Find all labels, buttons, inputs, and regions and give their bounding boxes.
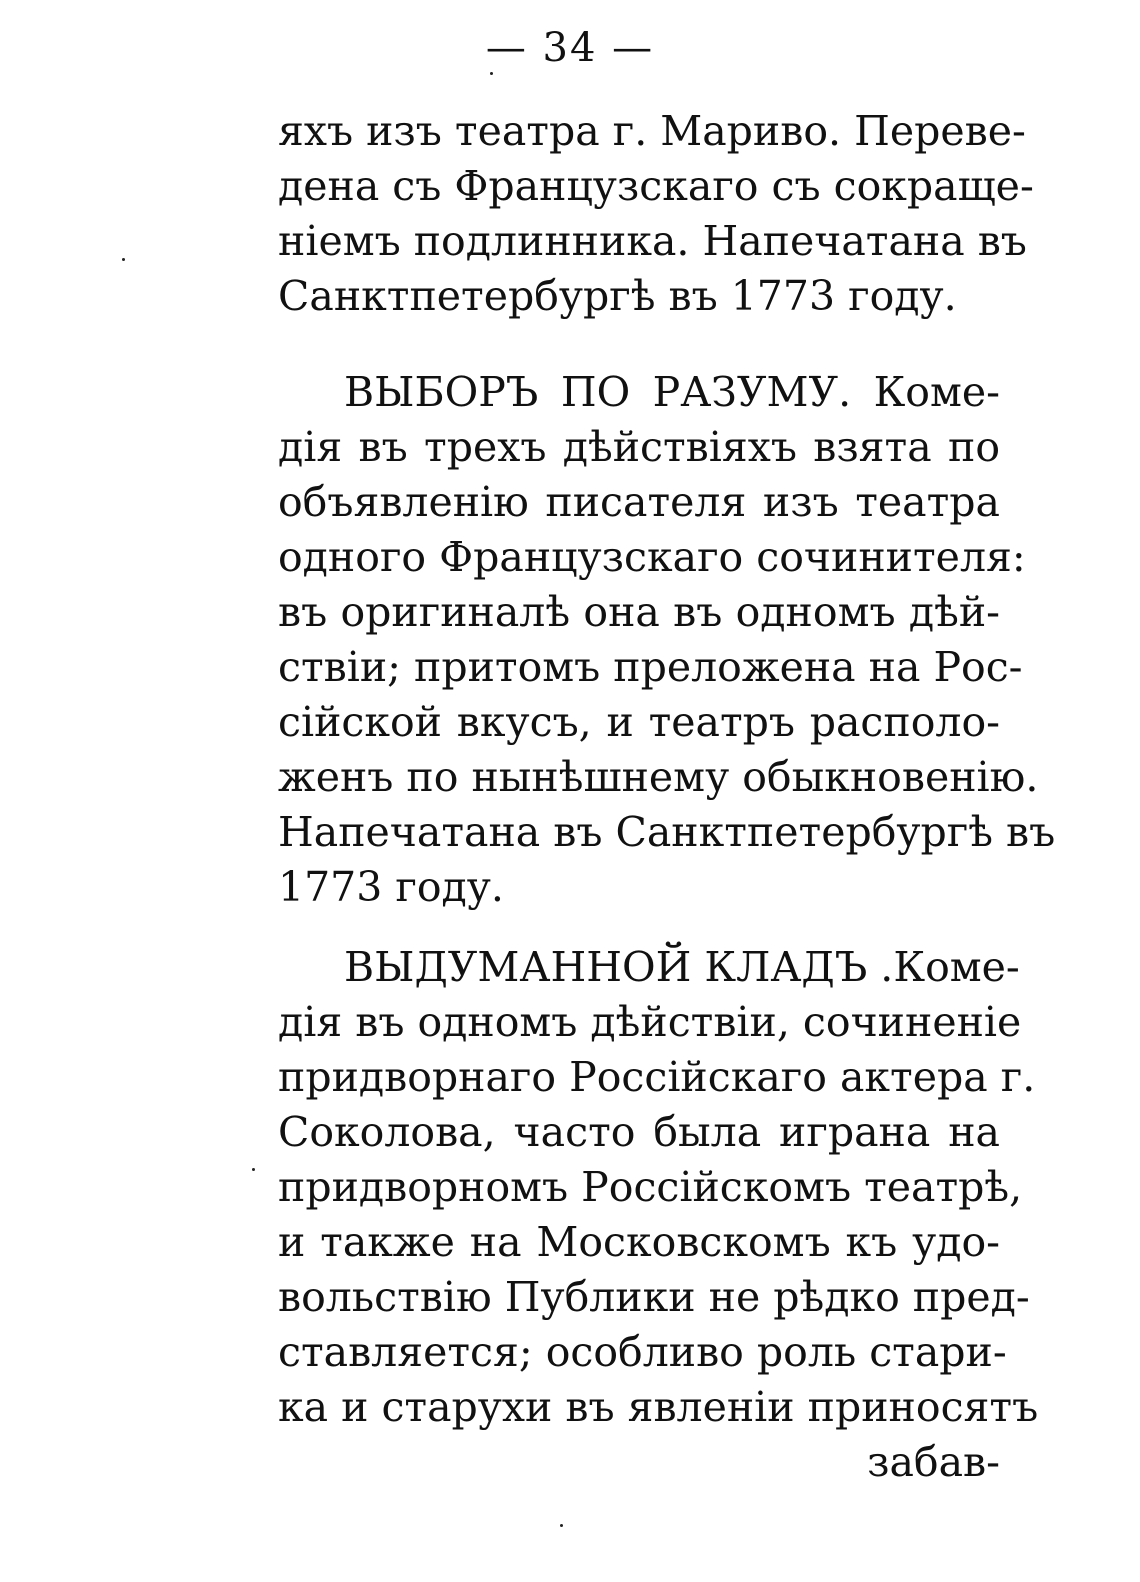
text-line: одного Французскаго сочинителя:	[278, 533, 1026, 581]
entry-title-line: ВЫДУМАННОЙ КЛАДЪ .Коме-	[344, 943, 1020, 991]
text-line: 1773 году.	[278, 863, 504, 911]
paragraph-continuation	[278, 104, 1034, 324]
text-line: Санктпетербургѣ въ 1773 году.	[278, 272, 957, 320]
scan-speck	[122, 258, 125, 261]
page-number: — 34 —	[485, 25, 655, 71]
text-line: сiйской вкусъ, и театръ располо-	[278, 698, 1000, 746]
text-line: въ оригиналѣ она въ одномъ дѣй-	[278, 588, 1000, 636]
text-line: Напечатана въ Санктпетербургѣ въ	[278, 808, 1056, 856]
text-line: и также на Московскомъ къ удо-	[278, 1218, 1000, 1266]
text-line: ка и старухи въ явленiи приносятъ	[278, 1383, 1039, 1431]
text-line: придворномъ Россiйскомъ театрѣ,	[278, 1163, 1023, 1211]
text-line: дiя въ трехъ дѣйствiяхъ взята по	[278, 423, 1000, 471]
text-line: дена съ Французскаго съ сокраще-	[278, 162, 1034, 210]
text-line: ставляется; особливо роль стари-	[278, 1328, 1007, 1376]
scan-speck	[490, 72, 493, 75]
text-line: Соколова, часто была играна на	[278, 1108, 1000, 1156]
catchword: забав-	[867, 1438, 1000, 1486]
text-line: нiемъ подлинника. Напечатана въ	[278, 217, 1027, 265]
text-line: объявленiю писателя изъ театра	[278, 478, 1000, 526]
text-line: придворнаго Россiйскаго актера г.	[278, 1053, 1036, 1101]
entry-vybor-po-razumu	[278, 365, 1056, 915]
entry-vydumannoi-klad	[278, 940, 1039, 1490]
text-line: яхъ изъ театра г. Мариво. Переве-	[278, 107, 1026, 155]
text-line: ствiи; притомъ преложена на Рос-	[278, 643, 1023, 691]
scan-speck	[252, 1168, 255, 1171]
text-line: дiя въ одномъ дѣйствiи, сочиненiе	[278, 998, 1022, 1046]
text-line: женъ по нынѣшнему обыкновенiю.	[278, 753, 1039, 801]
entry-title-line: ВЫБОРЪ ПО РАЗУМУ. Коме-	[344, 368, 1000, 416]
text-line: вольствiю Публики не рѣдко пред-	[278, 1273, 1030, 1321]
scan-speck	[560, 1524, 563, 1527]
